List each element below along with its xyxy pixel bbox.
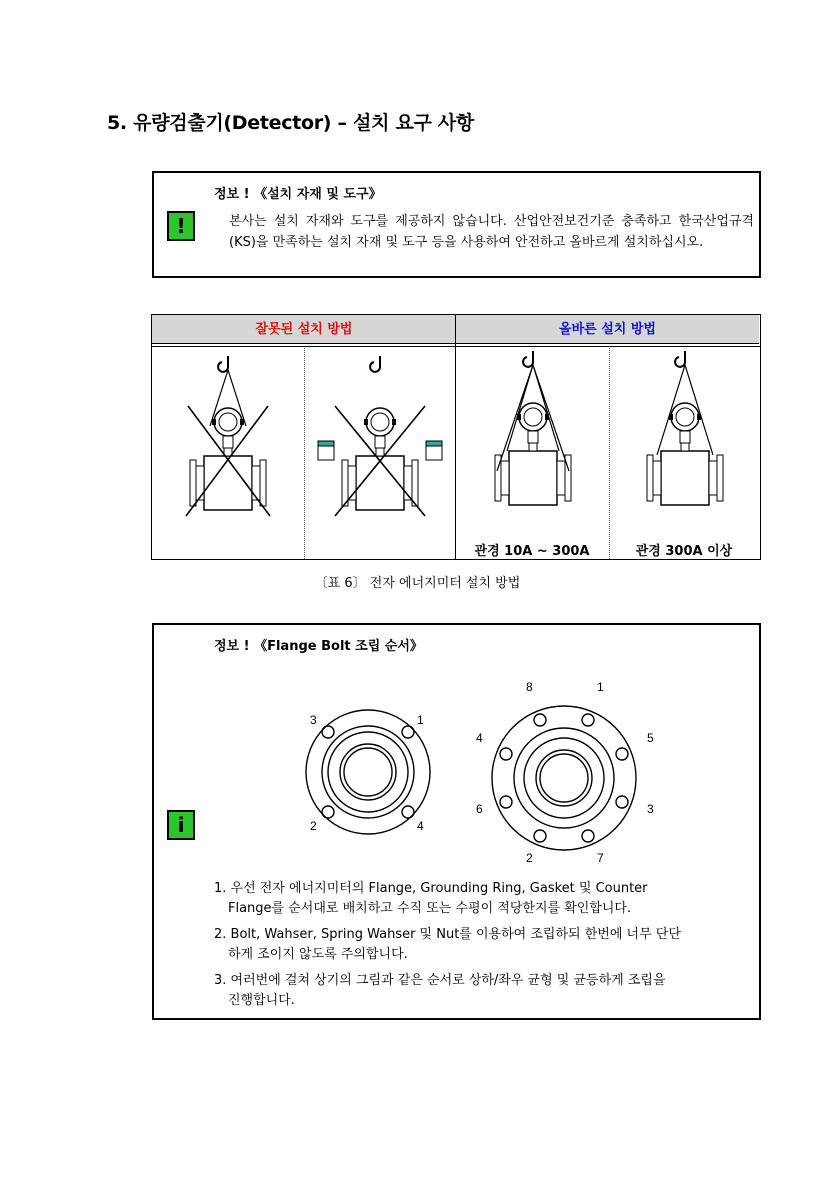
info-box-title: 정보 ! 《Flange Bolt 조립 순서》 — [214, 639, 423, 654]
info-box-materials — [152, 171, 761, 278]
install-illustrations — [152, 346, 759, 560]
bolt-number: 1 — [597, 680, 604, 694]
info-box-title: 정보 ! 《설치 자재 및 도구》 — [214, 187, 382, 202]
wrong-method-header: 잘못된 설치 방법 — [152, 315, 456, 344]
bolt-number: 4 — [476, 731, 483, 745]
section-heading: 5. 유량검출기(Detector) – 설치 요구 사항 — [107, 112, 474, 134]
bolt-number: 6 — [476, 802, 483, 816]
bolt-number: 5 — [647, 731, 654, 745]
bolt-number: 3 — [647, 802, 654, 816]
install-method-table — [151, 314, 761, 560]
table-caption: 〔표 6〕 전자 에너지미터 설치 방법 — [314, 576, 521, 591]
warning-icon: ! — [167, 211, 195, 241]
label-large-bore: 관경 300A 이상 — [635, 544, 733, 559]
assembly-step-2: 2. Bolt, Wahser, Spring Wahser 및 Nut를 이용하여 조립하되 한번에 너무 단단 하게 조이지 않도록 주의합니다. — [214, 927, 681, 962]
bolt-number: 8 — [526, 680, 533, 694]
info-icon: i — [167, 810, 195, 840]
bolt-number: 4 — [417, 819, 424, 833]
info-box-text: 본사는 설치 자재와 도구를 제공하지 않습니다. 산업안전보건기준 충족하고 한국산업규격(KS)을 만족하는 설치 자재 및 도구 등을 사용하여 안전하고 올바르게 설치하십시오. — [229, 214, 754, 250]
bolt-number: 2 — [310, 819, 317, 833]
bolt-number: 7 — [597, 851, 604, 865]
right-method-header: 올바른 설치 방법 — [456, 315, 759, 344]
label-small-bore: 관경 10A ~ 300A — [474, 544, 590, 559]
bolt-number: 2 — [526, 851, 533, 865]
bolt-number: 1 — [417, 713, 424, 727]
info-box-flange-bolt — [152, 623, 761, 1020]
bolt-number: 3 — [310, 713, 317, 727]
assembly-step-1: 1. 우선 전자 에너지미터의 Flange, Grounding Ring, Gasket 및 Counter Flange를 순서대로 배치하고 수직 또는 수평이 적당한지를 확인합니다. — [214, 881, 648, 916]
assembly-step-3: 3. 여러번에 걸쳐 상기의 그림과 같은 순서로 상하/좌우 균형 및 균등하게 조립을 진행합니다. — [214, 973, 666, 1008]
